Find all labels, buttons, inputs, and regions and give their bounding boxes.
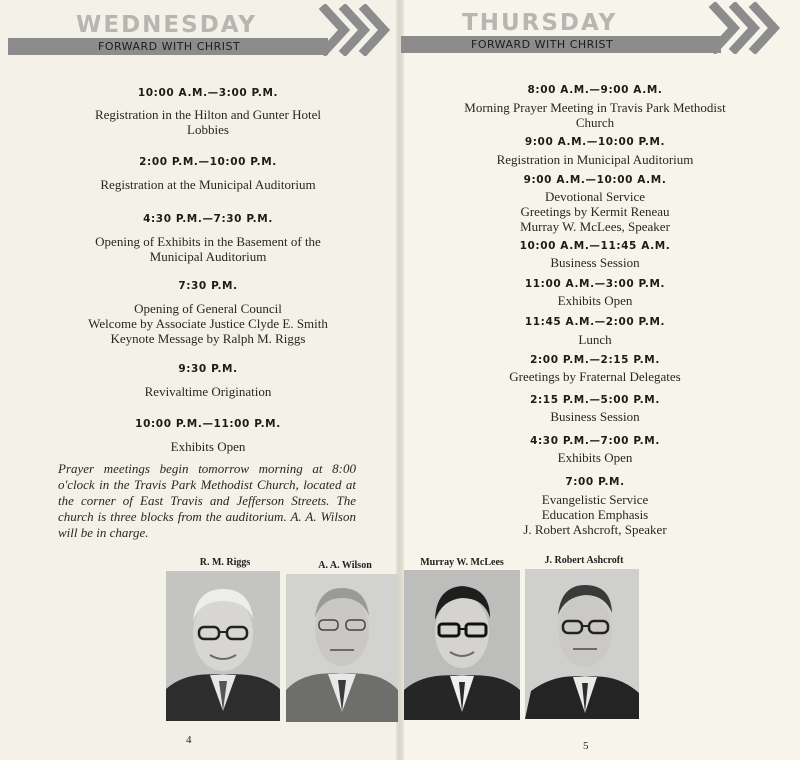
event-time: 7:30 P.M.: [178, 280, 238, 292]
event-time: 4:30 P.M.—7:30 P.M.: [143, 213, 273, 225]
event-time: 4:30 P.M.—7:00 P.M.: [530, 435, 660, 447]
event-line: Welcome by Associate Justice Clyde E. Smith: [88, 316, 328, 331]
event-line: Business Session: [550, 255, 640, 270]
photo-caption: A. A. Wilson: [318, 560, 372, 571]
event-time: 11:45 A.M.—2:00 P.M.: [524, 316, 666, 328]
event-line: Greetings by Fraternal Delegates: [509, 369, 681, 384]
event-block: [420, 394, 770, 424]
event-time: 7:00 P.M.: [565, 476, 625, 488]
event-line: Registration in the Hilton and Gunter Hotel: [94, 107, 321, 122]
event-line: Murray W. McLees, Speaker: [520, 219, 670, 234]
photo-caption: Murray W. McLees: [420, 557, 504, 568]
event-block: [420, 136, 770, 167]
event-line: Lunch: [578, 332, 612, 347]
event-time: 9:30 P.M.: [178, 363, 238, 375]
event-line: Business Session: [550, 409, 640, 424]
event-block: [420, 476, 770, 537]
event-line: Revivaltime Origination: [144, 384, 272, 399]
event-block: [420, 174, 770, 234]
event-time: 10:00 A.M.—11:45 A.M.: [519, 240, 671, 252]
event-line: Opening of General Council: [134, 301, 282, 316]
event-block: [30, 280, 386, 346]
event-line: Opening of Exhibits in the Basement of the: [95, 234, 321, 249]
portrait-photo: [166, 571, 280, 721]
event-time: 11:00 A.M.—3:00 P.M.: [524, 278, 666, 290]
portrait-photo: [525, 569, 639, 719]
event-block: [30, 418, 386, 454]
event-block: [420, 316, 770, 347]
event-block: [420, 278, 770, 308]
photo-caption: J. Robert Ashcroft: [544, 555, 624, 566]
event-block: [420, 354, 770, 384]
event-time: 9:00 A.M.—10:00 A.M.: [523, 174, 667, 186]
event-block: [30, 213, 386, 264]
event-time: 10:00 P.M.—11:00 P.M.: [135, 418, 281, 430]
day-heading-wednesday: WEDNESDAY: [76, 12, 258, 38]
page-number: 5: [583, 740, 589, 752]
event-line: Exhibits Open: [170, 439, 246, 454]
event-time: 8:00 A.M.—9:00 A.M.: [527, 84, 663, 96]
page-number: 4: [186, 734, 192, 746]
event-line: Keynote Message by Ralph M. Riggs: [110, 331, 306, 346]
event-line: Devotional Service: [545, 189, 645, 204]
theme-text: FORWARD WITH CHRIST: [98, 40, 241, 53]
chevron-right-icon: [318, 4, 398, 56]
event-line: Registration in Municipal Auditorium: [496, 152, 694, 167]
header-band-right: [401, 36, 721, 53]
event-line: Evangelistic Service: [541, 492, 649, 507]
event-block: [420, 435, 770, 465]
event-time: 2:00 P.M.—10:00 P.M.: [139, 156, 277, 168]
event-block: [30, 87, 386, 137]
event-block: [420, 84, 770, 130]
event-time: 10:00 A.M.—3:00 P.M.: [137, 87, 279, 99]
event-line: Exhibits Open: [557, 293, 633, 308]
event-line: Greetings by Kermit Reneau: [520, 204, 670, 219]
event-line: Education Emphasis: [541, 507, 649, 522]
event-line: Lobbies: [187, 122, 229, 137]
event-block: [420, 240, 770, 270]
theme-text: FORWARD WITH CHRIST: [471, 38, 614, 51]
event-line: Municipal Auditorium: [149, 249, 267, 264]
event-line: Exhibits Open: [557, 450, 633, 465]
event-line: Morning Prayer Meeting in Travis Park Methodist: [464, 100, 726, 115]
event-line: J. Robert Ashcroft, Speaker: [523, 522, 667, 537]
portrait-photo: [404, 570, 520, 720]
event-line: Church: [575, 115, 615, 130]
day-heading-thursday: THURSDAY: [462, 10, 618, 36]
event-line: Registration at the Municipal Auditorium: [100, 177, 316, 192]
chevron-right-icon: [708, 2, 788, 54]
header-band-left: [8, 38, 328, 55]
event-time: 2:15 P.M.—5:00 P.M.: [530, 394, 660, 406]
event-time: 2:00 P.M.—2:15 P.M.: [530, 354, 660, 366]
event-block: [30, 156, 386, 192]
event-block: [30, 363, 386, 399]
prayer-meeting-note: Prayer meetings begin tomorrow morning at 8:00 o'clock in the Travis Park Methodist Church, located at the corner of East Travis and Jefferson Streets. The church is three blocks from the auditorium. A. A. Wilson will be in charge.: [58, 461, 356, 540]
photo-caption: R. M. Riggs: [199, 557, 251, 568]
event-time: 9:00 A.M.—10:00 P.M.: [524, 136, 666, 148]
portrait-photo: [286, 574, 398, 722]
